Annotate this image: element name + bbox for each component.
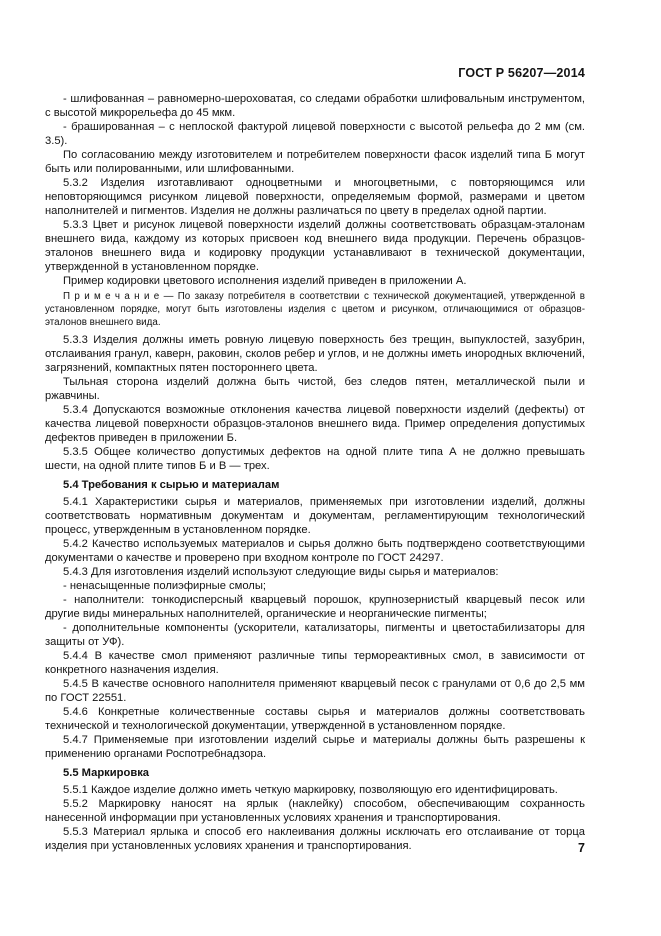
document-body xyxy=(45,92,585,853)
paragraph: Пример кодировки цветового исполнения изделий приведен в приложении А. xyxy=(63,275,467,287)
list-item: - дополнительные компоненты (ускорители, катализаторы, пигменты и цветостабилизаторы для защиты от УФ). xyxy=(45,622,585,648)
paragraph: 5.4.2 Качество используемых материалов и сырья должно быть подтверждено соответствующими документами о качестве и проверено при входном контроле по ГОСТ 24297. xyxy=(45,538,585,564)
paragraph: 5.4.6 Конкретные количественные составы сырья и материалов должны соответствовать технической и технологической документации, утвержденной в установленном порядке. xyxy=(45,706,585,732)
list-item: - брашированная – с неплоской фактурой лицевой поверхности с высотой рельефа до 2 мм (см. 3.5). xyxy=(45,121,585,147)
paragraph: Тыльная сторона изделий должна быть чистой, без следов пятен, металлической пыли и ржавчины. xyxy=(45,376,585,402)
section-heading: 5.4 Требования к сырью и материалам xyxy=(63,479,280,491)
paragraph: 5.4.1 Характеристики сырья и материалов, применяемых при изготовлении изделий, должны соответствовать нормативным документам и документам, регламентирующим технологический процесс, утвержденным в установленном порядке. xyxy=(45,496,585,536)
paragraph: 5.5.2 Маркировку наносят на ярлык (наклейку) способом, обеспечивающим сохранность нанесенной информации при установленных условиях хранения и транспортирования. xyxy=(45,798,585,824)
paragraph: По согласованию между изготовителем и потребителем поверхности фасок изделий типа Б могут быть или полированными, или шлифованными. xyxy=(45,149,585,175)
section-heading: 5.5 Маркировка xyxy=(63,767,150,779)
paragraph: 5.4.5 В качестве основного наполнителя применяют кварцевый песок с гранулами от 0,6 до 2,5 мм по ГОСТ 22551. xyxy=(45,678,585,704)
paragraph: 5.5.3 Материал ярлыка и способ его наклеивания должны исключать его отслаивание от торца изделия при установленных условиях хранения и транспортирования. xyxy=(45,826,585,852)
list-item: - наполнители: тонкодисперсный кварцевый порошок, крупнозернистый кварцевый песок или другие виды минеральных наполнителей, органические и неорганические пигменты; xyxy=(45,594,585,620)
note: П р и м е ч а н и е — По заказу потребителя в соответствии с технической документацией, утвержденной в установленном порядке, могут быть изготовлены изделия с цветом и рисунком, отличающимися от образцов-эталонов внешнего вида. xyxy=(45,291,585,328)
paragraph: 5.4.7 Применяемые при изготовлении изделий сырье и материалы должны быть разрешены к применению органами Роспотребнадзора. xyxy=(45,734,585,760)
paragraph: 5.4.3 Для изготовления изделий используют следующие виды сырья и материалов: xyxy=(63,566,499,578)
paragraph: 5.4.4 В качестве смол применяют различные типы термореактивных смол, в зависимости от конкретного назначения изделия. xyxy=(45,650,585,676)
list-item: - шлифованная – равномерно-шероховатая, со следами обработки шлифовальным инструментом, с высотой микрорельефа до 45 мкм. xyxy=(45,93,585,119)
document-code-header: ГОСТ Р 56207—2014 xyxy=(458,66,585,80)
paragraph: 5.5.1 Каждое изделие должно иметь четкую маркировку, позволяющую его идентифицировать. xyxy=(63,784,558,796)
list-item: - ненасыщенные полиэфирные смолы; xyxy=(63,580,266,592)
paragraph: 5.3.3 Цвет и рисунок лицевой поверхности изделий должны соответствовать образцам-эталонам внешнего вида, каждому из которых присвоен код внешнего вида продукции. Перечень образцов-эталонов внешнего вида и кодировку продукции устанавливают в технической документации, утвержденной в установленном порядке. xyxy=(45,219,585,273)
paragraph: 5.3.5 Общее количество допустимых дефектов на одной плите типа А не должно превышать шести, на одной плите типов Б и В — трех. xyxy=(45,446,585,472)
paragraph: 5.3.4 Допускаются возможные отклонения качества лицевой поверхности изделий (дефекты) от качества лицевой поверхности образцов-эталонов внешнего вида. Пример определения допустимых дефектов приведен в приложении Б. xyxy=(45,404,585,444)
paragraph: 5.3.3 Изделия должны иметь ровную лицевую поверхность без трещин, выпуклостей, зазубрин, отслаивания гранул, каверн, раковин, сколов ребер и углов, и не должны иметь инородных включений, загрязнений, компактных пятен постороннего цвета. xyxy=(45,334,585,374)
paragraph: 5.3.2 Изделия изготавливают одноцветными и многоцветными, с повторяющимся или неповторяющимся рисунком лицевой поверхности, определяемым формой, размерами и цветом наполнителей и пигментов. Изделия не должны различаться по цвету в пределах одной партии. xyxy=(45,177,585,217)
page-number: 7 xyxy=(578,841,585,855)
